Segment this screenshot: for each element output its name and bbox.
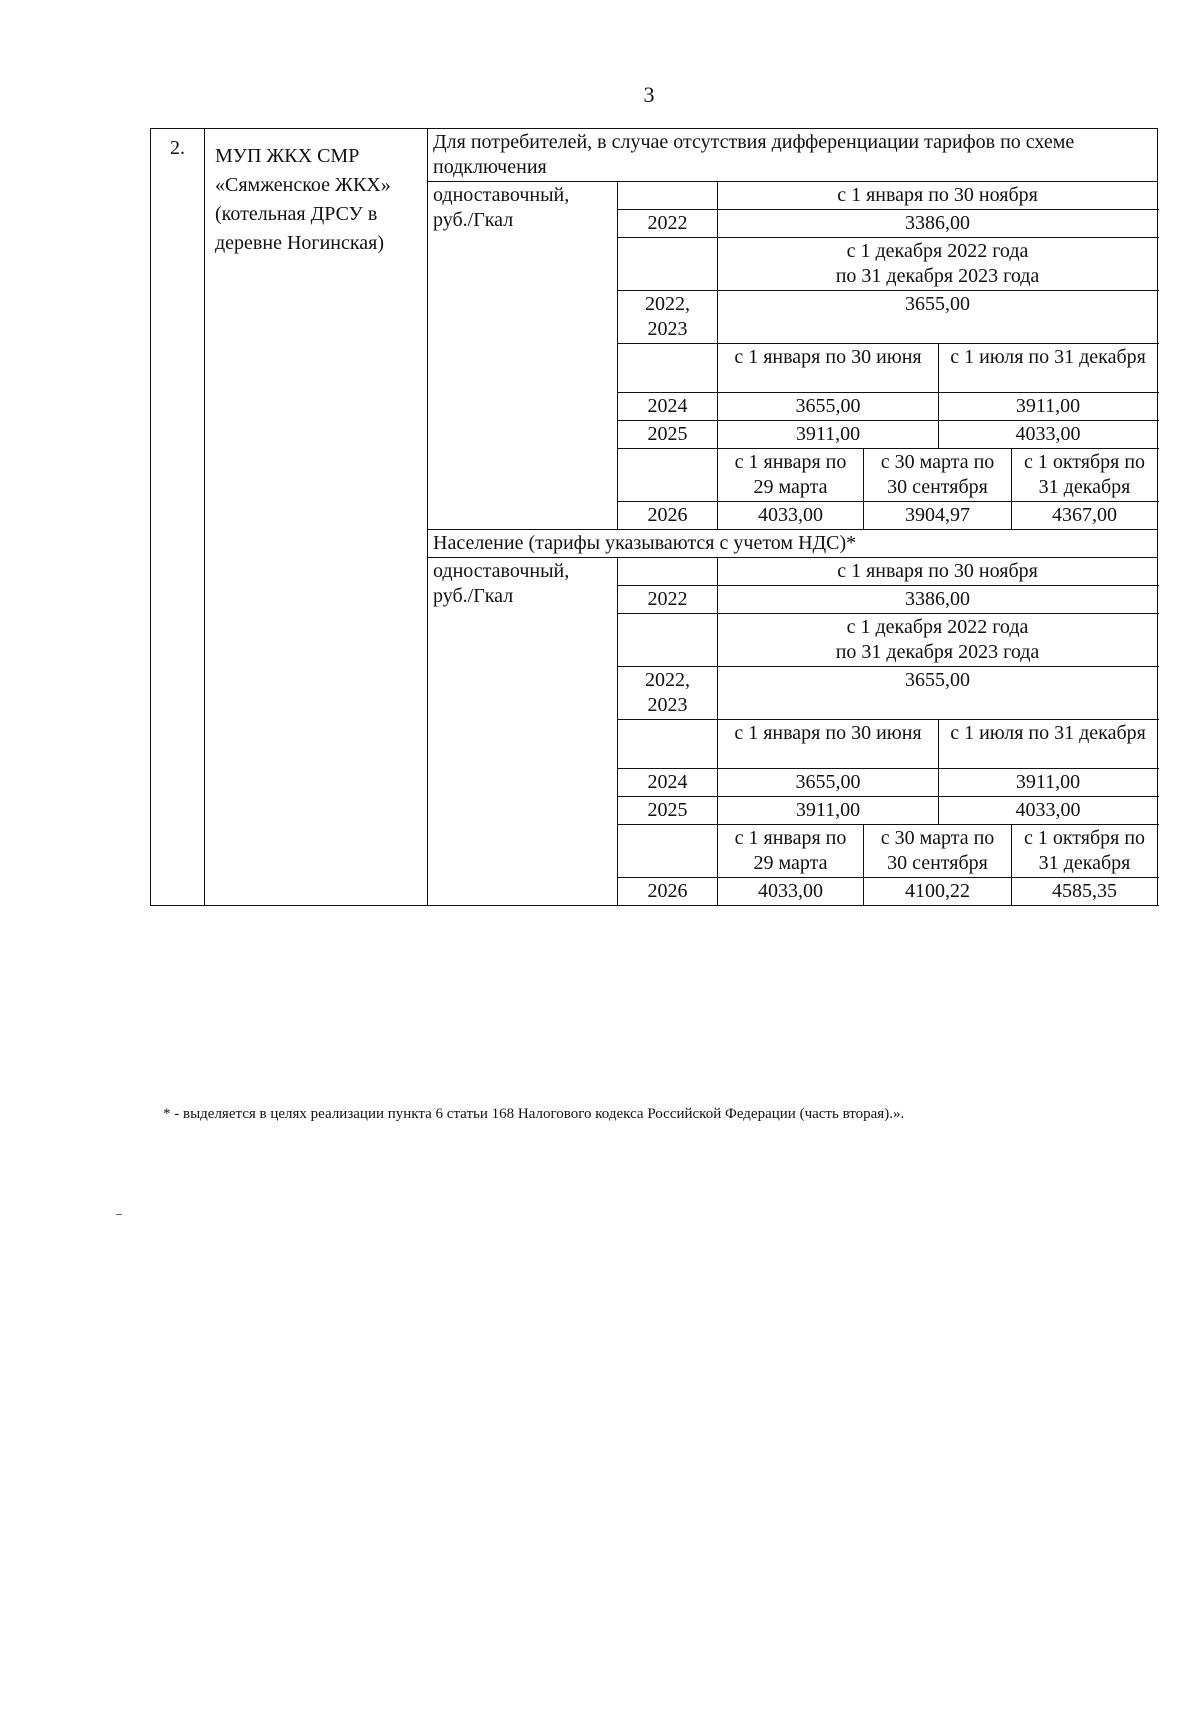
tariff-value: 4033,00 [939, 421, 1158, 449]
tariff-value: 3911,00 [718, 797, 939, 825]
tariff-value: 4367,00 [1012, 502, 1158, 530]
tariff-value: 3655,00 [718, 393, 939, 421]
period-label: с 1 июля по 31 декабря [939, 344, 1158, 393]
year-cell: 2022, 2023 [618, 667, 718, 720]
margin-mark [116, 1214, 122, 1215]
year-cell-empty [618, 720, 718, 769]
period-label: с 1 января по 30 ноября [718, 182, 1158, 210]
tariff-value: 4585,35 [1012, 878, 1158, 906]
tariff-value: 3386,00 [718, 210, 1158, 238]
period-label-line: с 1 декабря 2022 года [846, 616, 1029, 638]
year-cell-empty [618, 182, 718, 210]
row-number-cell [151, 129, 205, 906]
year-cell: 2026 [618, 502, 718, 530]
page-number: 3 [643, 82, 655, 107]
year-cell: 2024 [618, 393, 718, 421]
period-label-line: по 31 декабря 2023 года [835, 641, 1040, 663]
tariff-value: 4033,00 [718, 878, 864, 906]
period-label: с 1 января по 30 июня [718, 344, 939, 393]
period-label: с 1 января по 29 марта [718, 449, 864, 502]
footnote: * - выделяется в целях реализации пункта 6 статьи 168 Налогового кодекса Российской Федерации (часть вторая).». [163, 1106, 905, 1122]
year-cell: 2022, 2023 [618, 291, 718, 344]
tariff-value: 3655,00 [718, 769, 939, 797]
period-label: с 1 октября по 31 декабря [1012, 825, 1158, 878]
tariff-table [150, 128, 1158, 906]
tariff-value: 4033,00 [718, 502, 864, 530]
year-cell: 2025 [618, 421, 718, 449]
period-label: с 30 марта по 30 сентября [864, 449, 1012, 502]
period-label: с 1 января по 29 марта [718, 825, 864, 878]
tariff-value: 3911,00 [939, 769, 1158, 797]
period-label: с 1 июля по 31 декабря [939, 720, 1158, 769]
period-label: с 1 января по 30 июня [718, 720, 939, 769]
period-label: с 30 марта по 30 сентября [864, 825, 1012, 878]
period-label-line: с 1 декабря 2022 года [846, 240, 1029, 262]
year-cell: 2022 [618, 210, 718, 238]
section-header: Население (тарифы указываются с учетом НДС)* [428, 530, 1158, 558]
tariff-value: 3911,00 [939, 393, 1158, 421]
period-label: с 1 октября по 31 декабря [1012, 449, 1158, 502]
tariff-value: 3655,00 [718, 667, 1158, 720]
year-cell: 2025 [618, 797, 718, 825]
period-label: с 1 января по 30 ноября [718, 558, 1158, 586]
organization-name: МУП ЖКХ СМР «Сямженское ЖКХ» (котельная ДРСУ в деревне Ногинская) [215, 145, 391, 254]
tariff-type: одноставочный, руб./Гкал [428, 182, 618, 530]
year-cell: 2022 [618, 586, 718, 614]
period-label-line: по 31 декабря 2023 года [835, 265, 1040, 287]
year-cell-empty [618, 825, 718, 878]
tariff-type: одноставочный, руб./Гкал [428, 558, 618, 906]
year-cell-empty [618, 614, 718, 667]
year-cell: 2026 [618, 878, 718, 906]
year-cell-empty [618, 344, 718, 393]
period-label [718, 238, 1158, 291]
year-cell: 2024 [618, 769, 718, 797]
organization-cell [205, 129, 428, 906]
period-label [718, 614, 1158, 667]
row-number: 2. [170, 137, 185, 159]
tariff-value: 3911,00 [718, 421, 939, 449]
section-header: Для потребителей, в случае отсутствия дифференциации тарифов по схеме подключения [428, 129, 1158, 182]
year-cell-empty [618, 238, 718, 291]
tariff-value: 3904,97 [864, 502, 1012, 530]
year-cell-empty [618, 449, 718, 502]
year-cell-empty [618, 558, 718, 586]
tariff-value: 4100,22 [864, 878, 1012, 906]
tariff-value: 3386,00 [718, 586, 1158, 614]
tariff-value: 3655,00 [718, 291, 1158, 344]
tariff-value: 4033,00 [939, 797, 1158, 825]
